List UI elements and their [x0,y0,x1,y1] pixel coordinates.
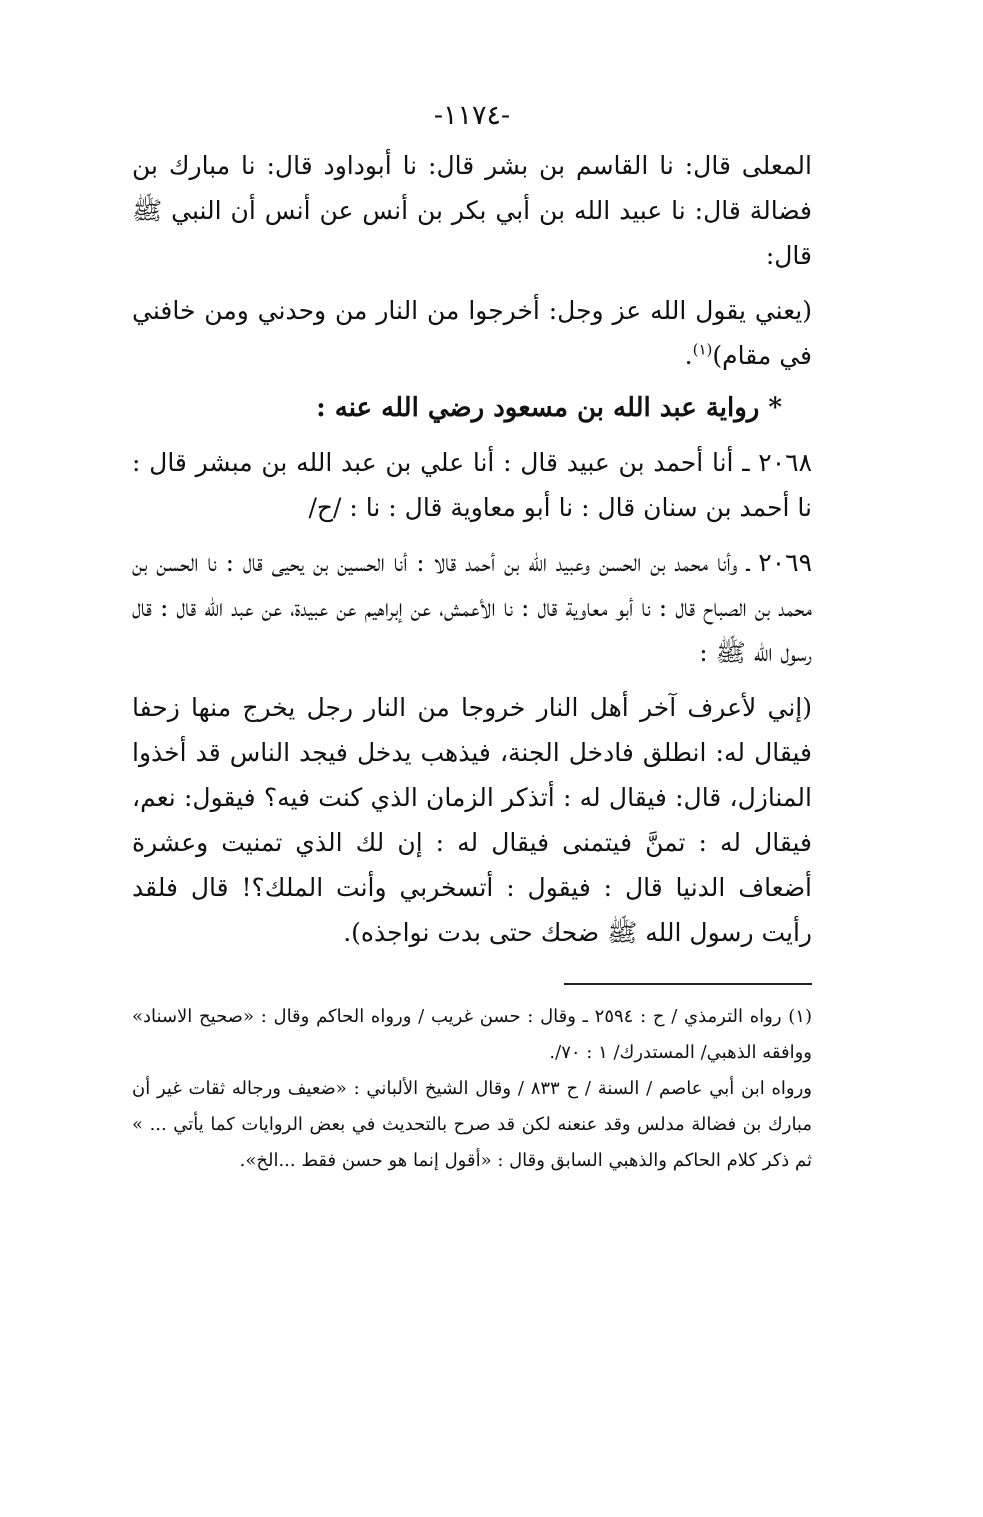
footnote-ref: (١) [692,340,713,359]
hadith-text-1-body: (يعني يقول الله عز وجل: أخرجوا من النار من وحدني ومن خافني في مقام) [132,296,812,370]
footnote-divider [564,983,812,985]
hadith-text-1: (يعني يقول الله عز وجل: أخرجوا من النار من وحدني ومن خافني في مقام)$^{(١)}$. [132,296,812,370]
isnad-paragraph: المعلى قال: نا القاسم بن بشر قال: نا أبوداود قال: نا مبارك بن فضالة قال: نا عبيد الله بن أبي بكر بن أنس عن أنس أن النبي ﷺ قال: [132,151,812,270]
page-content [132,100,812,1179]
hadith-2069: ٢٠٦٩ ـ وأنا محمد بن الحسن وعبيد الله بن أحمد قالا : أنا الحسين بن يحيى قال : نا الحسن بن محمد بن الصباح قال : نا أبو معاوية قال : نا الأعمش، عن إبراهيم عن عبيدة، عن عبد الله قال : قال رسول الله ﷺ : [132,548,812,667]
page-number: -١١٧٤- [433,100,511,131]
footnote-1: (١) رواه الترمذي / ح : ٢٥٩٤ ـ وقال : حسن غريب / ورواه الحاكم وقال : «صحيح الاسناد» ووافقه الذهبي/ المستدرك/ ١ : ٧٠/. [132,1006,812,1063]
hadith-text-2: (إني لأعرف آخر أهل النار خروجا من النار رجل يخرج منها زحفا فيقال له: انطلق فادخل الجنة، فيذهب يدخل فيجد الناس قد أخذوا المنازل، قال: فيقال له : أتذكر الزمان الذي كنت فيه؟ فيقول: نعم، فيقال له : تمنَّ فيتمنى فيقال له : إن لك الذي تمنيت وعشرة أضعاف الدنيا قال : فيقول : أتسخربي وأنت الملك؟! قال فلقد رأيت رسول الله ﷺ ضحك حتى بدت نواجذه). [132,693,812,947]
section-heading: * رواية عبد الله بن مسعود رضي الله عنه : [316,393,782,423]
hadith-2068: ٢٠٦٨ ـ أنا أحمد بن عبيد قال : أنا علي بن عبد الله بن مبشر قال : نا أحمد بن سنان قال : نا أبو معاوية قال : نا : /ح/ [132,448,812,522]
footnote-2: ورواه ابن أبي عاصم / السنة / ح ٨٣٣ / وقال الشيخ الألباني : «ضعيف ورجاله ثقات غير أن مبارك بن فضالة مدلس وقد عنعنه لكن قد صرح بالتحديث في بعض الروايات كما يأتي ... » ثم ذكر كلام الحاكم والذهبي السابق وقال : «أقول إنما هو حسن فقط ...الخ». [132,1078,812,1171]
